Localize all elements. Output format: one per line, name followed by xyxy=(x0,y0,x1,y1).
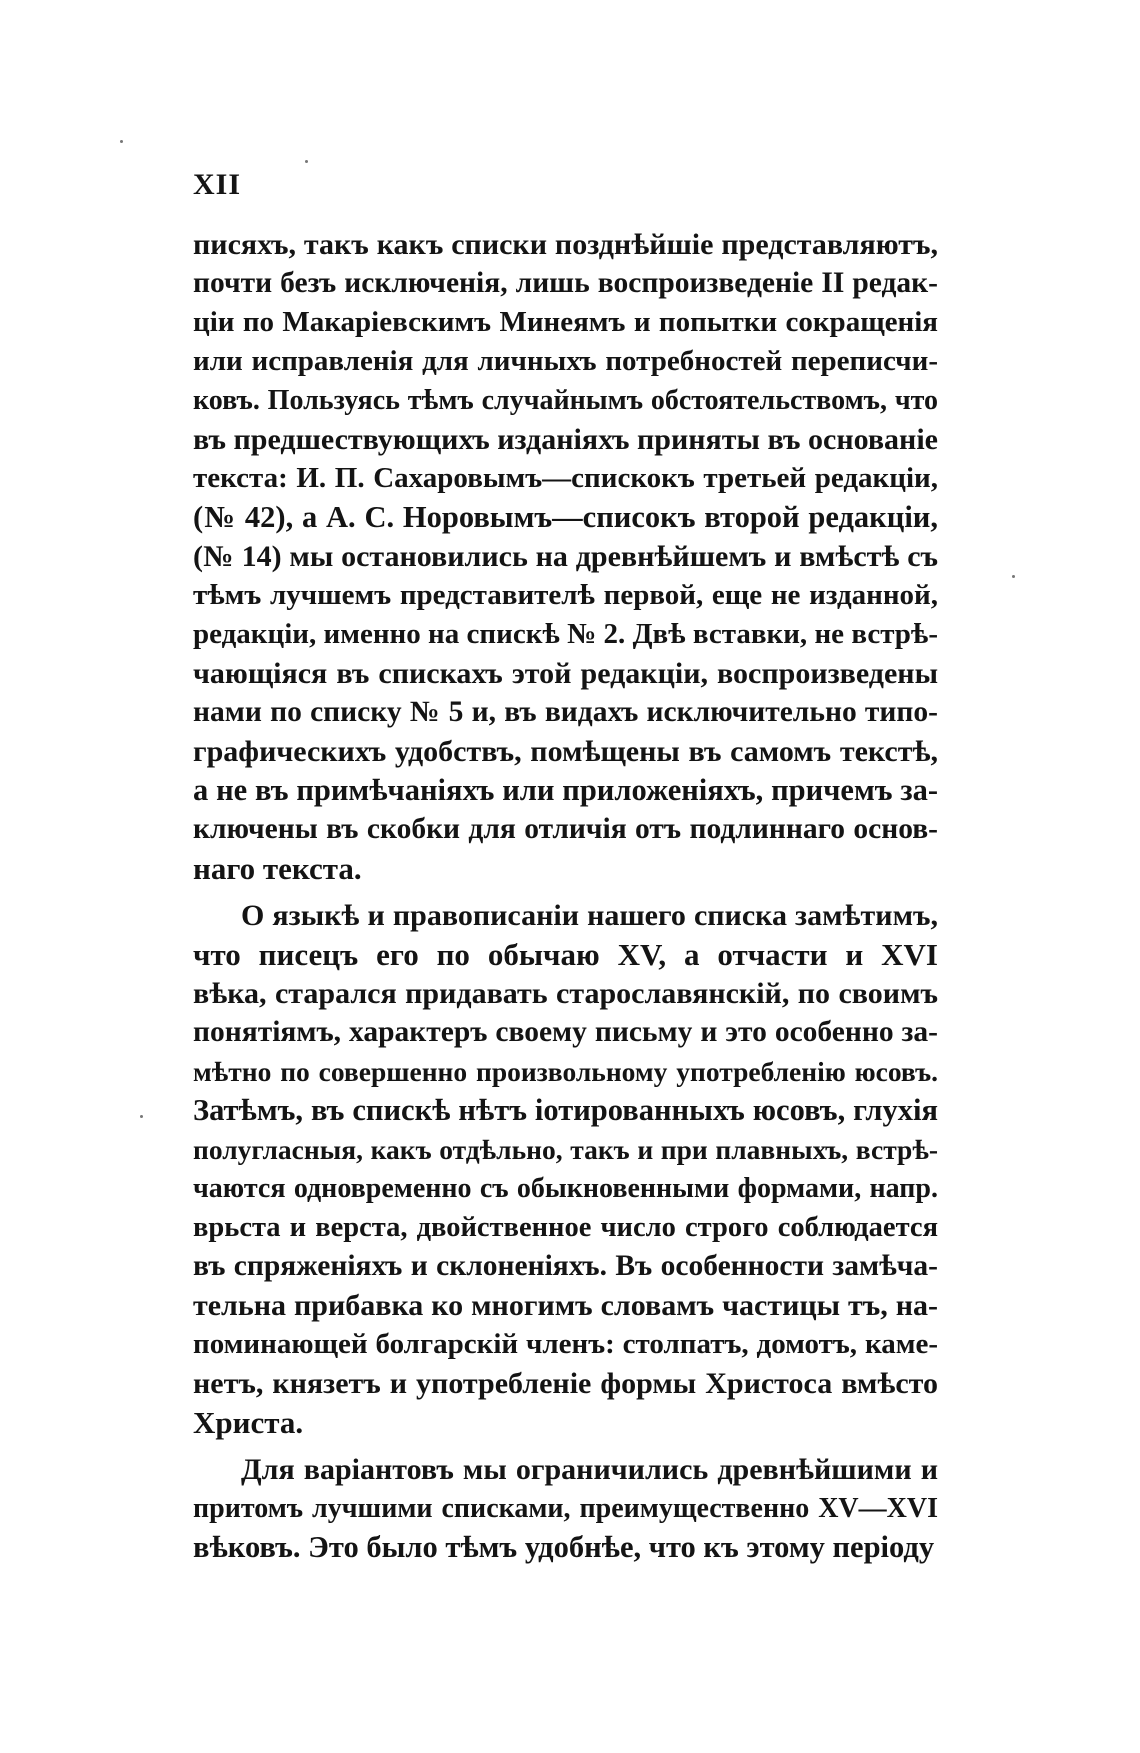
text-line: чающіяся въ спискахъ этой редакціи, воспроизведены xyxy=(193,657,938,690)
text-line: нетъ, князетъ и употребленіе формы Христоса вмѣсто xyxy=(193,1367,938,1400)
text-line: ключены въ скобки для отличія отъ подлиннаго основ- xyxy=(193,813,938,845)
text-line: редакціи, именно на спискѣ № 2. Двѣ вставки, не встрѣ- xyxy=(193,618,938,650)
text-line: притомъ лучшими списками, преимущественно XV—XVI xyxy=(193,1493,938,1524)
text-line: въ спряженіяхъ и склоненіяхъ. Въ особенности замѣча- xyxy=(193,1250,938,1282)
text-line: мѣтно по совершенно произвольному употребленію юсовъ. xyxy=(193,1056,938,1087)
text-line: что писецъ его по обычаю XV, а отчасти и XVI xyxy=(193,937,938,972)
text-line: Для варіантовъ мы ограничились древнѣйшими и xyxy=(241,1453,938,1486)
text-line: графическихъ удобствъ, помѣщены въ самомъ текстѣ, xyxy=(193,735,938,768)
text-line: тѣмъ лучшемъ представителѣ первой, еще не изданной, xyxy=(193,579,938,611)
text-line: тельна прибавка ко многимъ словамъ частицы тъ, на- xyxy=(193,1289,938,1322)
page-number: XII xyxy=(193,168,242,201)
text-line: вѣка, старался придавать старославянскій, по своимъ xyxy=(193,977,938,1010)
text-line: понятіямъ, характеръ своему письму и это особенно за- xyxy=(193,1016,938,1048)
text-line: полугласныя, какъ отдѣльно, такъ и при плавныхъ, встрѣ- xyxy=(193,1134,938,1165)
text-line: наго текста. xyxy=(193,851,362,886)
text-line: поминающей болгарскій членъ: столпатъ, домотъ, каме- xyxy=(193,1328,938,1360)
text-line: ціи по Макаріевскимъ Минеямъ и попытки сокращенія xyxy=(193,306,938,338)
text-line: чаются одновременно съ обыкновенными формами, напр. xyxy=(193,1173,938,1204)
body-text xyxy=(193,225,938,1567)
print-speck xyxy=(305,160,308,163)
text-line: а не въ примѣчаніяхъ или приложеніяхъ, причемъ за- xyxy=(193,773,938,807)
text-line: текста: И. П. Сахаровымъ—спискокъ третьей редакціи, xyxy=(193,462,938,494)
text-line: (№ 14) мы остановились на древнѣйшемъ и вмѣстѣ съ xyxy=(193,540,938,573)
print-speck xyxy=(1012,575,1015,578)
text-line: (№ 42), а А. С. Норовымъ—списокъ второй редакціи, xyxy=(193,500,938,534)
text-line: ковъ. Пользуясь тѣмъ случайнымъ обстоятельствомъ, что xyxy=(193,385,938,416)
text-line: въ предшествующихъ изданіяхъ приняты въ основаніе xyxy=(193,423,938,456)
text-line: почти безъ исключенія, лишь воспроизведеніе II редак- xyxy=(193,267,938,299)
text-line: Христа. xyxy=(193,1405,304,1440)
text-line: Затѣмъ, въ спискѣ нѣтъ іотированныхъ юсовъ, глухія xyxy=(193,1093,938,1127)
paragraph-gap xyxy=(193,1442,938,1450)
text-line: писяхъ, такъ какъ списки позднѣйшіе представляютъ, xyxy=(193,228,938,261)
text-line: врьста и верста, двойственное число строго соблюдается xyxy=(193,1212,938,1243)
print-speck xyxy=(140,1115,143,1118)
text-line: О языкѣ и правописаніи нашего списка замѣтимъ, xyxy=(241,899,938,932)
paragraph-gap xyxy=(193,888,938,896)
print-speck xyxy=(120,140,123,143)
text-line: или исправленія для личныхъ потребностей переписчи- xyxy=(193,345,938,377)
text-line: нами по списку № 5 и, въ видахъ исключительно типо- xyxy=(193,696,938,728)
text-line: вѣковъ. Это было тѣмъ удобнѣе, что къ этому періоду xyxy=(193,1530,935,1564)
